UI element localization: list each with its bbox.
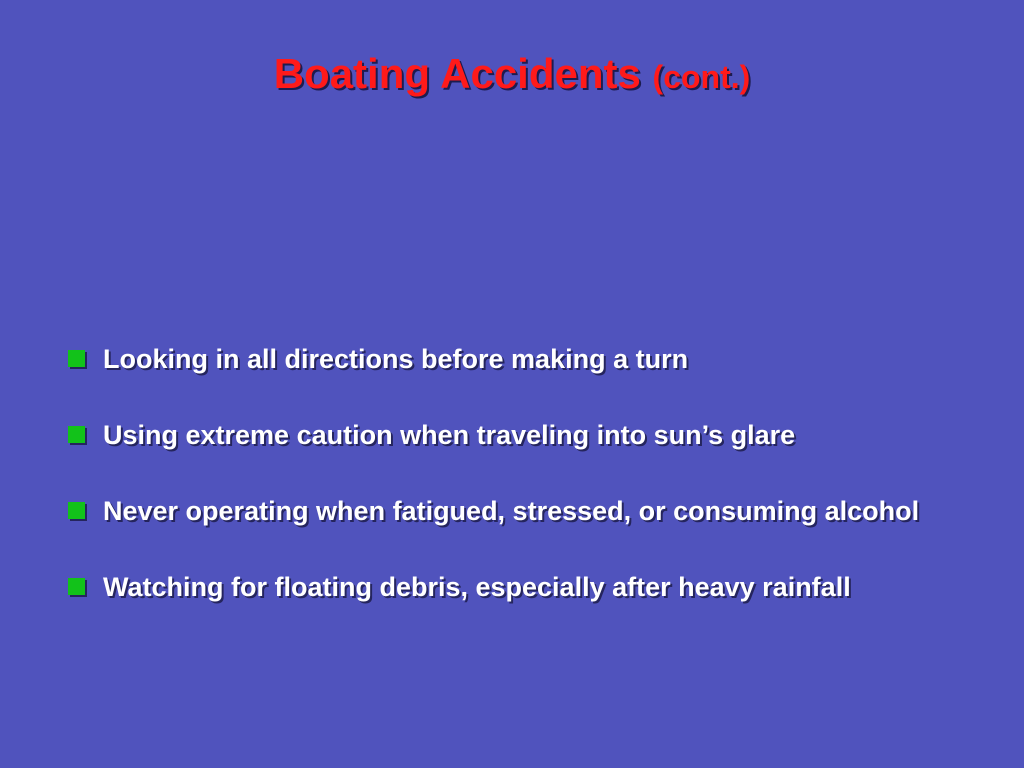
bullet-text: Using extreme caution when traveling into sun’s glare <box>103 420 796 450</box>
square-bullet-icon <box>68 350 85 367</box>
slide-title-main: Boating Accidents <box>273 50 641 97</box>
square-bullet-icon <box>68 578 85 595</box>
bullet-item <box>66 568 946 606</box>
square-bullet-icon <box>68 502 85 519</box>
slide-title-suffix: (cont.) <box>652 59 751 95</box>
slide-title <box>0 46 1024 105</box>
bullet-item <box>66 492 946 530</box>
bullet-text: Never operating when fatigued, stressed, or consuming alcohol <box>103 496 920 526</box>
bullet-item <box>66 340 946 378</box>
bullet-text: Watching for floating debris, especially after heavy rainfall <box>103 572 851 602</box>
bullet-list <box>66 340 946 606</box>
bullet-text: Looking in all directions before making a turn <box>103 344 689 374</box>
square-bullet-icon <box>68 426 85 443</box>
bullet-item <box>66 416 946 454</box>
